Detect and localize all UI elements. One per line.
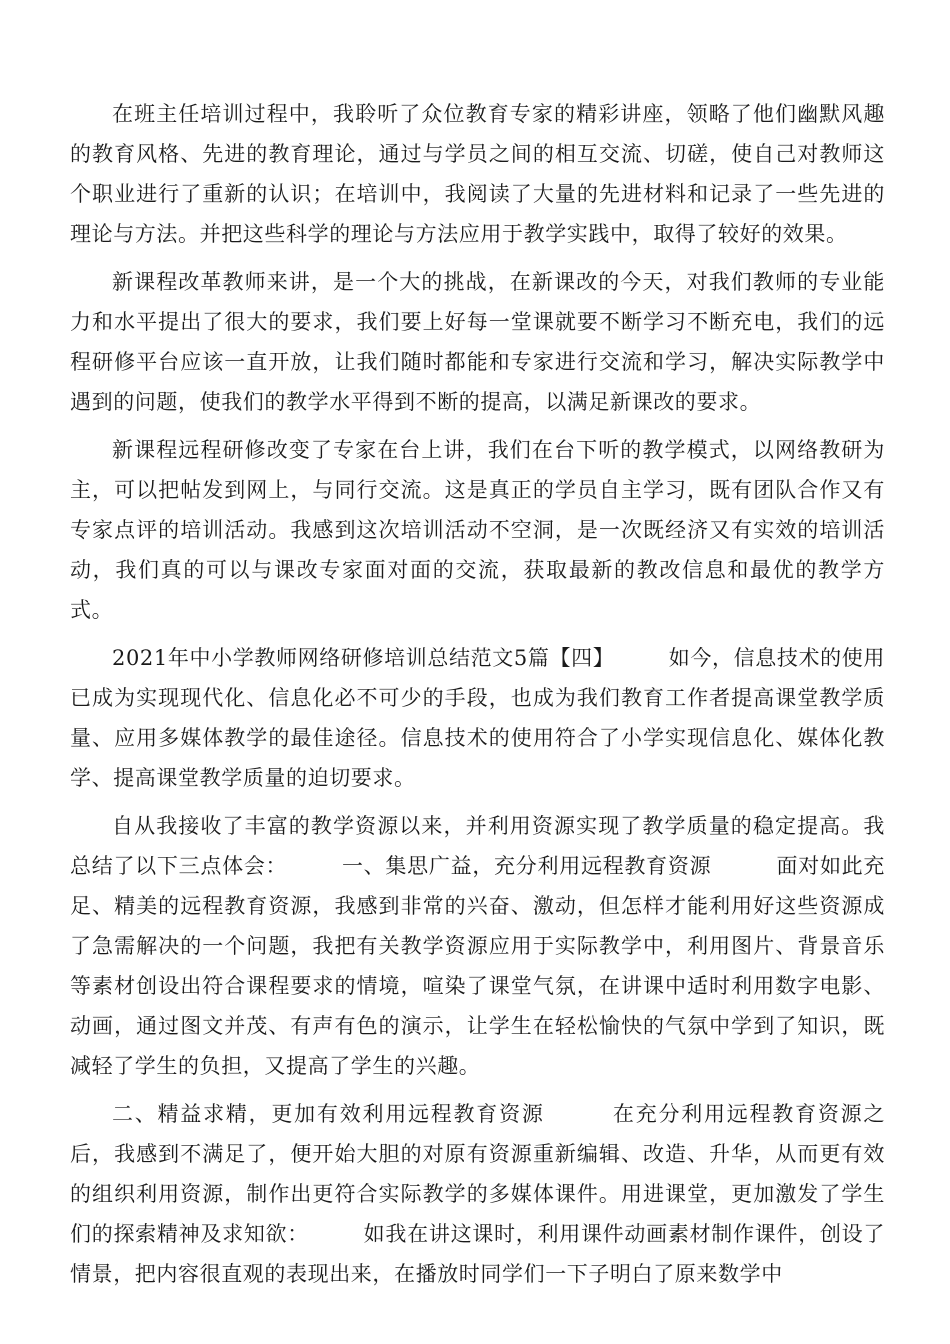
paragraph-2: 新课程改革教师来讲，是一个大的挑战，在新课改的今天，对我们教师的专业能力和水平提出了很大的要求，我们要上好每一堂课就要不断学习不断充电，我们的远程研修平台应该一直开放，让我们随时都能和专家进行交流和学习，解决实际教学中遇到的问题，使我们的教学水平得到不断的提高，以满足新课改的要求。	[70, 270, 885, 414]
paragraph-6: 二、精益求精，更加有效利用远程教育资源 在充分利用远程教育资源之后，我感到不满足了，便开始大胆的对原有资源重新编辑、改造、升华，从而更有效的组织利用资源，制作出更符合实际教学的多媒体课件。用进课堂，更加激发了学生们的探索精神及求知欲： 如我在讲这课时，利用课件动画素材制作课件，创设了情景，把内容很直观的表现出来，在播放时同学们一下子明白了原来数学中	[70, 1102, 885, 1286]
document-body	[70, 94, 885, 1302]
paragraph-3: 新课程远程研修改变了专家在台上讲，我们在台下听的教学模式，以网络教研为主，可以把帖发到网上，与同行交流。这是真正的学员自主学习，既有团队合作又有专家点评的培训活动。我感到这次培训活动不空洞，是一次既经济又有实效的培训活动，我们真的可以与课改专家面对面的交流，获取最新的教改信息和最优的教学方式。	[70, 438, 885, 622]
paragraph-5: 自从我接收了丰富的教学资源以来，并利用资源实现了教学质量的稳定提高。我总结了以下三点体会： 一、集思广益，充分利用远程教育资源 面对如此充足、精美的远程教育资源，我感到非常的兴奋、激动，但怎样才能利用好这些资源成了急需解决的一个问题，我把有关教学资源应用于实际教学中，利用图片、背景音乐等素材创设出符合课程要求的情境，喧染了课堂气氛，在讲课中适时利用数字电影、动画，通过图文并茂、有声有色的演示，让学生在轻松愉快的气氛中学到了知识，既减轻了学生的负担，又提高了学生的兴趣。	[70, 814, 885, 1078]
paragraph-1: 在班主任培训过程中，我聆听了众位教育专家的精彩讲座，领略了他们幽默风趣的教育风格、先进的教育理论，通过与学员之间的相互交流、切磋，使自己对教师这个职业进行了重新的认识；在培训中，我阅读了大量的先进材料和记录了一些先进的理论与方法。并把这些科学的理论与方法应用于教学实践中，取得了较好的效果。	[70, 102, 885, 246]
paragraph-4: 2021年中小学教师网络研修培训总结范文5篇【四】 如今，信息技术的使用已成为实现现代化、信息化必不可少的手段，也成为我们教育工作者提高课堂教学质量、应用多媒体教学的最佳途径。信息技术的使用符合了小学实现信息化、媒体化教学、提高课堂教学质量的迫切要求。	[70, 646, 885, 790]
